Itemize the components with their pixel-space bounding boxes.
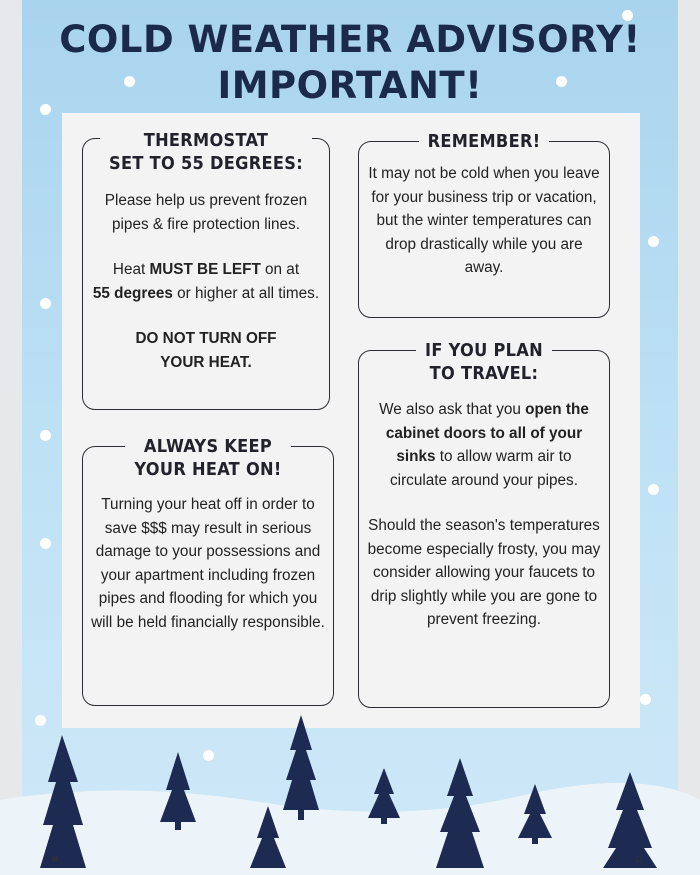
keep-heat-heading-line1: ALWAYS KEEP xyxy=(143,436,273,457)
thermostat-heading-line1: THERMOSTAT xyxy=(143,130,269,151)
thermostat-p3: DO NOT TURN OFF YOUR HEAT. xyxy=(135,330,277,371)
pine-tree-icon xyxy=(368,768,400,824)
travel-p1: We also ask that you open the cabinet doors to all of your sinks to allow warm air to circulate around your pipes. xyxy=(379,401,589,489)
travel-box xyxy=(358,340,610,708)
travel-heading xyxy=(359,339,609,385)
thermostat-body xyxy=(91,189,321,374)
thermostat-box xyxy=(82,130,330,410)
corner-mark-icon: ▪ xyxy=(50,851,60,865)
home-icon: ⌂ xyxy=(635,851,643,865)
travel-body xyxy=(367,398,601,632)
travel-heading-line1: IF YOU PLAN xyxy=(425,340,543,361)
remember-heading-text: REMEMBER! xyxy=(419,130,550,153)
remember-box xyxy=(358,131,610,318)
snowflake-dot-icon xyxy=(40,538,51,549)
snowflake-dot-icon xyxy=(40,430,51,441)
snowflake-dot-icon xyxy=(648,236,659,247)
thermostat-p2: Heat MUST BE LEFT on at 55 degrees or higher at all times. xyxy=(92,261,320,302)
snowflake-dot-icon xyxy=(640,694,651,705)
keep-heat-box xyxy=(82,436,334,706)
keep-heat-heading xyxy=(83,435,333,481)
page-title: COLD WEATHER ADVISORY! xyxy=(59,18,641,61)
pine-tree-icon xyxy=(40,735,86,868)
thermostat-p1: Please help us prevent frozen pipes & fire protection lines. xyxy=(104,192,308,233)
remember-body: It may not be cold when you leave for your business trip or vacation, but the winter temperatures can drop drastically while you are away. xyxy=(368,165,600,276)
remember-heading xyxy=(359,130,609,153)
snowflake-dot-icon xyxy=(648,484,659,495)
thermostat-heading xyxy=(83,129,329,175)
snowflake-dot-icon xyxy=(40,298,51,309)
travel-heading-line2: TO TRAVEL: xyxy=(429,363,539,384)
pine-tree-icon xyxy=(603,772,657,868)
pine-tree-icon xyxy=(436,758,484,868)
thermostat-heading-line2: SET TO 55 DEGREES: xyxy=(109,153,303,174)
tree-row xyxy=(0,710,700,875)
travel-p2: Should the season's temperatures become especially frosty, you may consider allowing your faucets to drip slightly while you are gone to prevent freezing. xyxy=(367,517,601,628)
pine-tree-icon xyxy=(283,715,319,820)
pine-tree-icon xyxy=(250,806,286,868)
pine-tree-icon xyxy=(518,784,552,844)
page-subtitle: IMPORTANT! xyxy=(217,64,483,107)
content-panel xyxy=(62,113,640,728)
keep-heat-heading-line2: YOUR HEAT ON! xyxy=(134,459,282,480)
pine-tree-icon xyxy=(160,752,196,830)
keep-heat-body: Turning your heat off in order to save $$$ may result in serious damage to your possessions and your apartment including frozen pipes and flooding for which you will be held financially responsible. xyxy=(91,496,325,631)
